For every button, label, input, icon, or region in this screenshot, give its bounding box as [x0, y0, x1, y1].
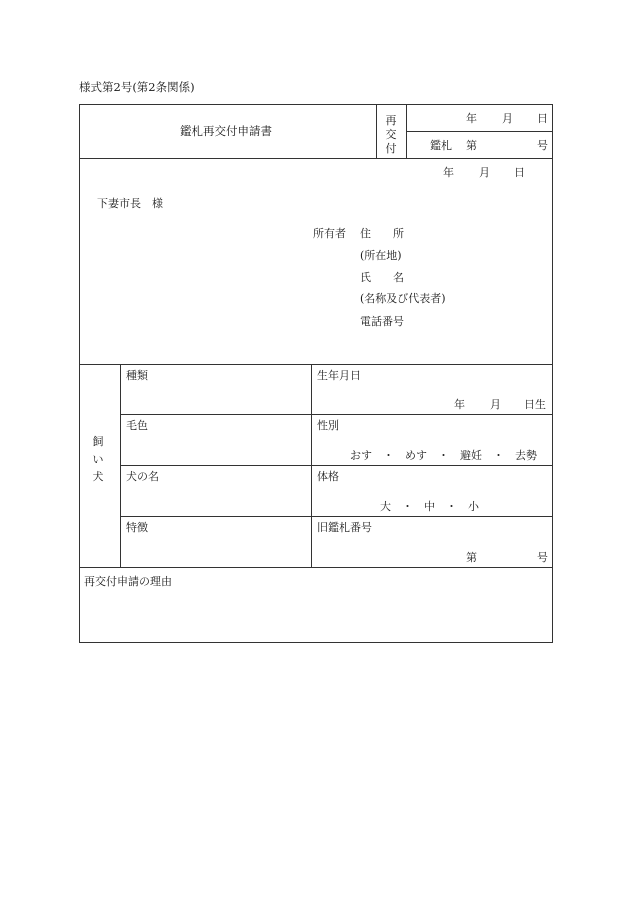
birthdate-label: 生年月日	[317, 369, 361, 382]
owner-location-note: (所在地)	[360, 249, 402, 262]
reissue-label: 再 交 付	[385, 114, 397, 155]
header-tag-prefix: 鑑札	[430, 139, 452, 152]
feature-label: 特徴	[126, 521, 148, 534]
header-day: 日	[537, 112, 548, 125]
header-tag-dai: 第	[466, 139, 477, 152]
owner-name-note: (名称及び代表者)	[360, 292, 446, 305]
color-label: 毛色	[126, 419, 148, 432]
size-options: 大 ・ 中 ・ 小	[380, 500, 479, 513]
table-border-left	[79, 104, 80, 642]
application-day: 日	[514, 166, 525, 179]
birthdate-month: 月	[490, 398, 501, 411]
dog-section-bottom	[79, 567, 553, 568]
breed-label: 種類	[126, 369, 148, 382]
owner-label: 所有者	[313, 227, 346, 240]
header-divider	[79, 158, 553, 159]
owner-name-label: 氏 名	[360, 271, 404, 284]
header-year: 年	[466, 112, 477, 125]
application-month: 月	[479, 166, 490, 179]
dog-section-label: 飼 い 犬	[92, 435, 104, 484]
old-tag-label: 旧鑑札番号	[317, 521, 372, 534]
dog-row-1	[120, 414, 553, 415]
table-border-bottom	[79, 642, 553, 643]
form-title: 鑑札再交付申請書	[180, 124, 272, 138]
applicant-divider	[79, 364, 553, 365]
sex-options: おす ・ めす ・ 避妊 ・ 去勢	[350, 449, 537, 462]
dog-name-label: 犬の名	[126, 470, 159, 483]
header-mid-line	[406, 131, 553, 132]
header-tag-gou: 号	[537, 139, 548, 152]
old-tag-dai: 第	[466, 551, 477, 564]
table-border-right	[552, 104, 553, 642]
reason-label: 再交付申請の理由	[84, 575, 172, 588]
size-label: 体格	[317, 470, 339, 483]
birthdate-day: 日生	[524, 398, 546, 411]
table-border-top	[79, 104, 553, 105]
header-col-1	[376, 104, 377, 158]
old-tag-gou: 号	[537, 551, 548, 564]
form-label: 様式第2号(第2条関係)	[79, 80, 195, 94]
sex-label: 性別	[317, 419, 339, 432]
dog-row-3	[120, 516, 553, 517]
application-year: 年	[443, 166, 454, 179]
owner-address-label: 住 所	[360, 227, 404, 240]
header-month: 月	[502, 112, 513, 125]
owner-phone-label: 電話番号	[360, 315, 404, 328]
addressee: 下妻市長 様	[97, 197, 163, 210]
birthdate-year: 年	[454, 398, 465, 411]
dog-row-2	[120, 465, 553, 466]
